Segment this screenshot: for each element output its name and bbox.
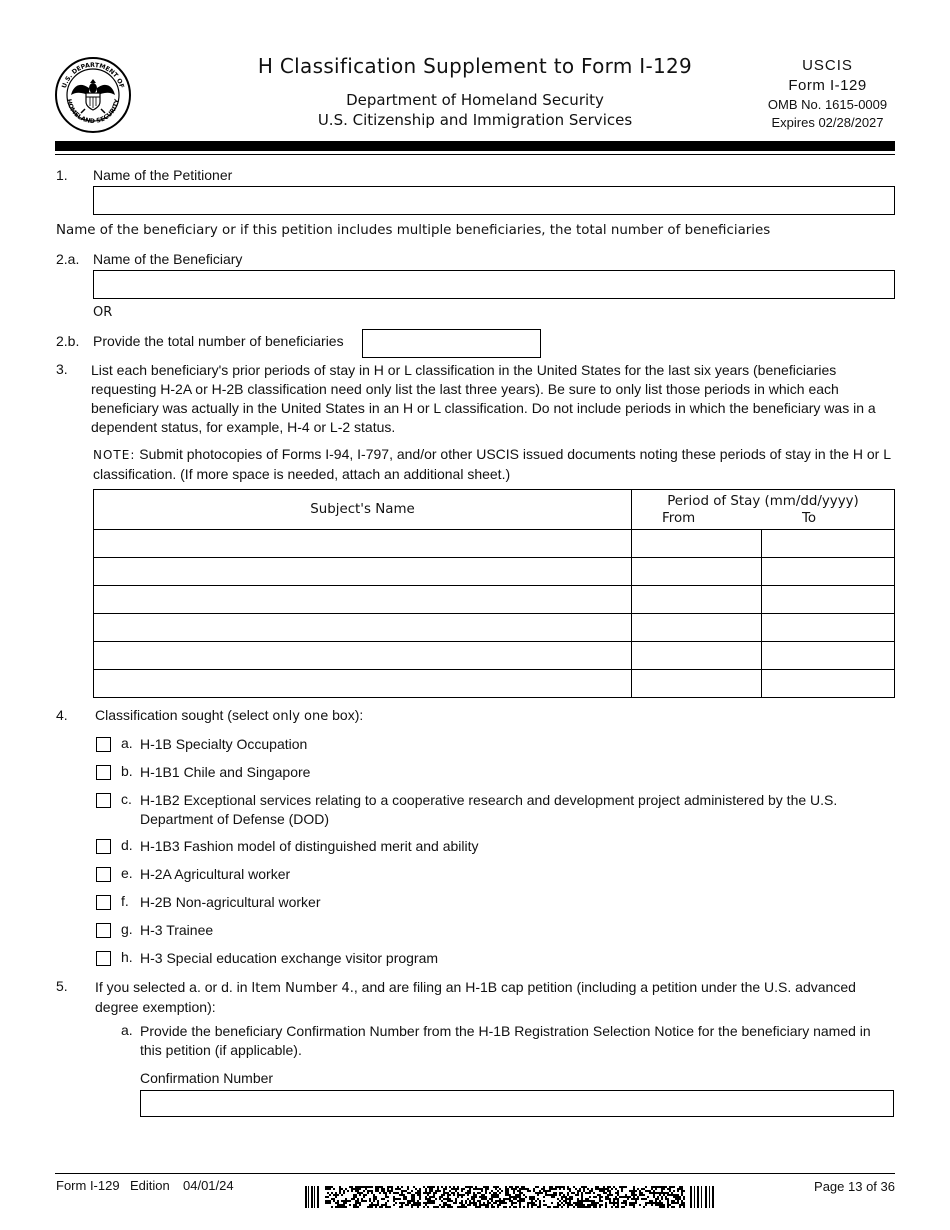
footer-edition-date: 04/01/24 — [183, 1178, 234, 1193]
note-text: Submit photocopies of Forms I-94, I-797, and/or other USCIS issued documents noting these periods of stay in the H or L classification. (If more space is needed, attach an additional sheet.) — [93, 446, 891, 482]
q1-label: Name of the Petitioner — [93, 167, 233, 183]
checkbox-h1b1[interactable] — [96, 765, 111, 780]
omb-number: OMB No. 1615-0009 — [767, 97, 888, 112]
q2b-number: 2.b. — [56, 333, 80, 349]
checkbox-h1b[interactable] — [96, 737, 111, 752]
to-date-cell[interactable] — [762, 670, 895, 698]
q3-number: 3. — [56, 361, 68, 377]
option-h3-special-education-label: H-3 Special education exchange visitor program — [140, 950, 439, 966]
table-row — [94, 670, 895, 698]
q3-note — [93, 445, 898, 484]
table-row — [94, 530, 895, 558]
period-subheaders — [632, 510, 894, 527]
form-id: Form I-129 — [788, 77, 867, 94]
q2a-label: Name of the Beneficiary — [93, 251, 243, 267]
q5a-letter: a. — [121, 1022, 133, 1038]
q2a-number: 2.a. — [56, 251, 80, 267]
option-letter: c. — [121, 791, 132, 807]
option-letter: d. — [121, 837, 133, 853]
q5-text-post: , and are filing an H-1B cap petition (including a petition under the U.S. advanced degree exemption): — [95, 979, 856, 1015]
subject-name-cell[interactable] — [94, 670, 632, 698]
subject-name-cell[interactable] — [94, 586, 632, 614]
from-date-cell[interactable] — [632, 586, 762, 614]
q5-text — [95, 978, 895, 1017]
q3-text: List each beneficiary's prior periods of stay in H or L classification in the United States for the last six years (beneficiaries requesting H-2A or H-2B classification need only list the last three years). Be sure to only list those periods in which each beneficiary was actually in the United States in an H or L classification. Do not include periods in which the beneficiary was in a dependent status, for example, H-4 or L-2 status. — [91, 362, 876, 435]
beneficiary-intro: Name of the beneficiary or if this petition includes multiple beneficiaries, the total number of beneficiaries — [56, 223, 771, 238]
dhs-seal-logo — [55, 57, 131, 133]
table-row — [94, 642, 895, 670]
option-h2a-label: H-2A Agricultural worker — [140, 866, 291, 882]
footer-form: Form I-129 — [56, 1178, 120, 1193]
q5-item-reference: Item Number 4. — [251, 981, 354, 996]
period-title: Period of Stay (mm/dd/yyyy) — [667, 494, 859, 509]
option-letter: f. — [121, 893, 129, 909]
table-row — [94, 558, 895, 586]
checkbox-h3-trainee[interactable] — [96, 923, 111, 938]
col-to: To — [802, 511, 817, 526]
option-h1b2-label: H-1B2 Exceptional services relating to a cooperative research and development project administered by the U.S. Department of Defense (DOD) — [140, 792, 838, 827]
option-h3-trainee-label: H-3 Trainee — [140, 922, 214, 938]
q4-label-pre: Classification sought (select — [95, 707, 273, 723]
expiration-date: Expires 02/28/2027 — [771, 115, 884, 130]
col-subject-name: Subject's Name — [94, 490, 632, 530]
option-letter: h. — [121, 949, 133, 965]
q5a-text: Provide the beneficiary Confirmation Number from the H-1B Registration Selection Notice for the beneficiary named in this petition (if applicable). — [140, 1023, 871, 1058]
confirmation-number-field[interactable] — [140, 1090, 894, 1117]
from-date-cell[interactable] — [632, 670, 762, 698]
checkbox-h1b3[interactable] — [96, 839, 111, 854]
agency-name: U.S. Citizenship and Immigration Services — [317, 111, 633, 129]
q5-number: 5. — [56, 978, 68, 994]
to-date-cell[interactable] — [762, 558, 895, 586]
from-date-cell[interactable] — [632, 530, 762, 558]
q5-text-pre: If you selected a. or d. in — [95, 979, 252, 995]
to-date-cell[interactable] — [762, 530, 895, 558]
q4-number: 4. — [56, 707, 68, 723]
periods-of-stay-table — [93, 489, 895, 698]
option-letter: e. — [121, 865, 133, 881]
confirmation-number-label: Confirmation Number — [140, 1070, 274, 1086]
to-date-cell[interactable] — [762, 586, 895, 614]
beneficiary-count-field[interactable] — [362, 329, 541, 358]
option-h1b-label: H-1B Specialty Occupation — [140, 736, 308, 752]
to-date-cell[interactable] — [762, 614, 895, 642]
header-rule-thick — [55, 141, 895, 151]
from-date-cell[interactable] — [632, 558, 762, 586]
q1-number: 1. — [56, 167, 68, 183]
checkbox-h2b[interactable] — [96, 895, 111, 910]
q4-label-emphasis: only one — [272, 709, 329, 724]
beneficiary-name-field[interactable] — [93, 270, 895, 299]
form-title: H Classification Supplement to Form I-129 — [257, 54, 693, 78]
col-from: From — [662, 511, 696, 526]
option-letter: b. — [121, 763, 133, 779]
checkbox-h2a[interactable] — [96, 867, 111, 882]
subject-name-cell[interactable] — [94, 642, 632, 670]
subject-name-cell[interactable] — [94, 614, 632, 642]
table-row — [94, 586, 895, 614]
q2b-label: Provide the total number of beneficiaries — [93, 333, 344, 349]
footer-rule — [55, 1173, 895, 1174]
subject-name-cell[interactable] — [94, 558, 632, 586]
option-h2b-label: H-2B Non-agricultural worker — [140, 894, 321, 910]
q4-label-post: box): — [328, 707, 364, 723]
from-date-cell[interactable] — [632, 614, 762, 642]
from-date-cell[interactable] — [632, 642, 762, 670]
petitioner-name-field[interactable] — [93, 186, 895, 215]
or-text: OR — [93, 305, 113, 320]
col-period-of-stay — [632, 490, 895, 530]
footer-page-number: Page 13 of 36 — [814, 1179, 895, 1194]
checkbox-h3-special-education[interactable] — [96, 951, 111, 966]
seal-text-bottom: HOMELAND SECURITY — [65, 98, 121, 126]
header-rule-thin — [55, 154, 895, 155]
to-date-cell[interactable] — [762, 642, 895, 670]
form-barcode — [305, 1186, 715, 1208]
subject-name-cell[interactable] — [94, 530, 632, 558]
option-letter: a. — [121, 735, 133, 751]
footer-edition-label: Edition — [130, 1178, 170, 1193]
department-name: Department of Homeland Security — [346, 91, 604, 109]
q4-label — [95, 707, 363, 724]
table-row — [94, 614, 895, 642]
option-h1b3-label: H-1B3 Fashion model of distinguished merit and ability — [140, 838, 479, 854]
option-letter: g. — [121, 921, 133, 937]
table-header-row — [94, 490, 895, 530]
option-h1b1-label: H-1B1 Chile and Singapore — [140, 764, 311, 780]
checkbox-h1b2[interactable] — [96, 793, 111, 808]
seal-text-top: U.S. DEPARTMENT OF — [60, 61, 126, 90]
note-label: NOTE: — [93, 448, 136, 462]
agency-short: USCIS — [802, 57, 853, 74]
